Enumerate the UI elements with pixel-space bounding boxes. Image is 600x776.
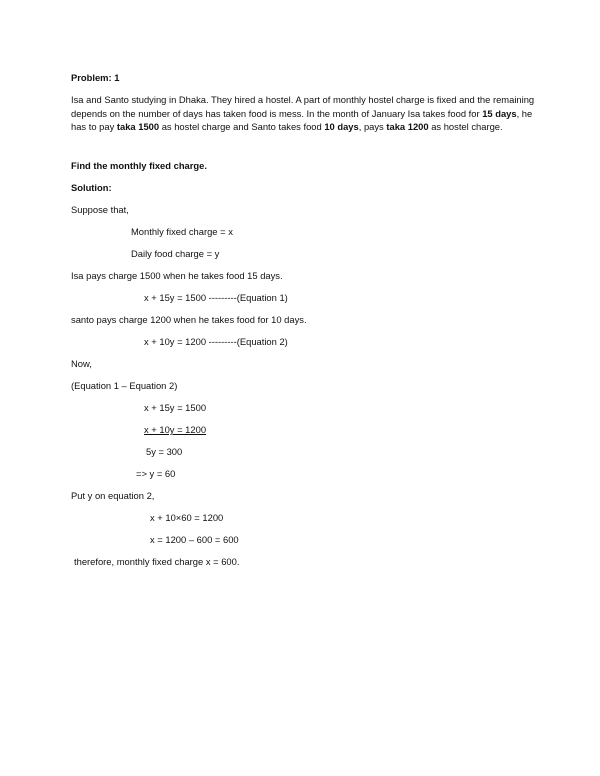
question-text: Find the monthly fixed charge. xyxy=(71,160,207,171)
solution-heading: Solution: xyxy=(71,182,112,193)
intro-taka-1500: taka 1500 xyxy=(116,121,160,132)
intro-text: as hostel charge and Santo takes food xyxy=(159,121,325,132)
problem-heading: Problem: 1 xyxy=(71,72,120,83)
definition-x: Monthly fixed charge = x xyxy=(131,226,233,237)
y-value: => y = 60 xyxy=(136,468,176,479)
equation-1: x + 15y = 1500 ---------(Equation 1) xyxy=(144,292,288,303)
intro-taka-1200: taka 1200 xyxy=(386,121,429,132)
intro-days-15: 15 days xyxy=(482,107,517,119)
suppose-line: Suppose that, xyxy=(71,204,129,215)
subtraction-label: (Equation 1 – Equation 2) xyxy=(71,380,178,391)
subtraction-result: 5y = 300 xyxy=(146,446,183,457)
put-y-line: Put y on equation 2, xyxy=(71,490,155,501)
intro-days-10: 10 days xyxy=(324,121,359,132)
substituted-equation: x + 10×60 = 1200 xyxy=(150,512,224,523)
intro-text: , he has to pay xyxy=(71,107,533,132)
intro-text: Isa and Santo studying in Dhaka. They hired a hostel. A part of monthly hostel charge is fixed and the remaining depends on the number of days has taken food is mess. In the month of January Isa takes food for xyxy=(71,94,535,119)
conclusion: therefore, monthly fixed charge x = 600. xyxy=(74,556,240,567)
equation-2: x + 10y = 1200 ---------(Equation 2) xyxy=(144,336,288,347)
subtraction-line-1: x + 15y = 1500 xyxy=(144,402,207,413)
isa-statement: Isa pays charge 1500 when he takes food 15 days. xyxy=(71,270,283,281)
x-calculation: x = 1200 – 600 = 600 xyxy=(150,534,239,545)
now-line: Now, xyxy=(71,358,92,369)
intro-text: , pays xyxy=(358,121,387,132)
definition-y: Daily food charge = y xyxy=(131,248,220,259)
problem-statement xyxy=(71,93,541,134)
subtraction-line-2: x + 10y = 1200 xyxy=(144,424,207,435)
santo-statement: santo pays charge 1200 when he takes food for 10 days. xyxy=(71,314,307,325)
intro-text: as hostel charge. xyxy=(428,121,503,132)
